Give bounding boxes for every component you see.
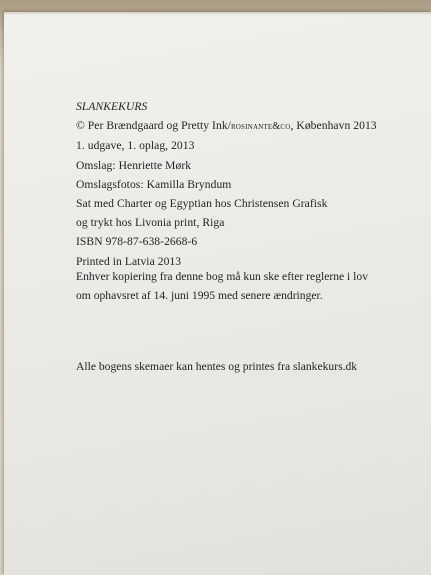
cover-credit: Omslag: Henriette Mørk — [76, 158, 192, 172]
copyright-notice-line-2: om ophavsret af 14. juni 1995 med senere ændringer. — [76, 289, 323, 303]
publisher-name: rosinante&co — [230, 121, 291, 133]
typeset-line: Sat med Charter og Egyptian hos Christensen Grafisk — [76, 197, 328, 211]
printer-line: og trykt hos Livonia print, Riga — [76, 216, 225, 230]
page-top-edge — [4, 12, 431, 15]
edition-line: 1. udgave, 1. oplag, 2013 — [76, 139, 195, 153]
cover-photo-credit: Omslagsfotos: Kamilla Bryndum — [76, 177, 232, 191]
colophon-block — [76, 97, 416, 271]
copyright-notice — [76, 267, 416, 306]
copyright-notice-line-1: Enhver kopiering fra denne bog må kun ske efter reglerne i lov — [76, 270, 368, 283]
printed-in-line: Printed in Latvia 2013 — [76, 254, 182, 268]
copyright-suffix: , København 2013 — [290, 119, 377, 133]
download-notice — [76, 357, 416, 376]
download-notice-line: Alle bogens skemaer kan hentes og printes fra slankekurs.dk — [76, 360, 358, 373]
copyright-line — [76, 116, 416, 136]
copyright-prefix: © Per Brændgaard og Pretty Ink/ — [76, 119, 231, 133]
isbn-line: ISBN 978-87-638-2668-6 — [76, 235, 198, 249]
book-title: SLANKEKURS — [76, 100, 148, 113]
